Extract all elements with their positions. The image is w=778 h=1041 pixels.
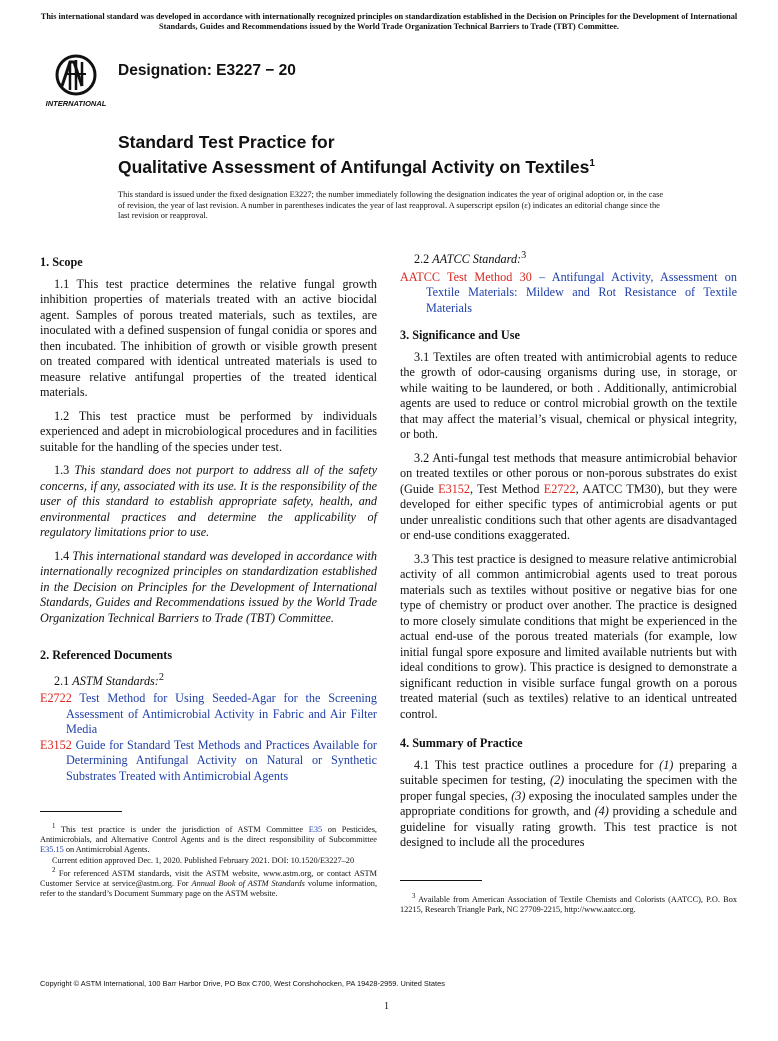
paragraph-1-4: 1.4 This international standard was developed in accordance with internationally recognized principles on standardization established in the Decision on Principles for the Development of International Standards, Guides and Recommendations issued by the World Trade Organization Technical Barriers to Trade (TBT) Committee.	[40, 548, 377, 625]
copyright-line: Copyright © ASTM International, 100 Barr Harbor Drive, PO Box C700, West Conshohocken, PA 19428-2959. United States	[40, 979, 445, 988]
paragraph-1-1: 1.1 This test practice determines the relative fungal growth inhibition properties of materials treated with an active biocidal agent. Samples of porous treated materials, such as textiles, are inoculated with a defined suspension of fungal conidia or spores and then incubated. The inhibition of growth or visible growth present on treated compared with identical untreated materials is used to measure relative antifungal properties of the treated identical materials.	[40, 276, 377, 399]
footnotes-left	[40, 822, 377, 900]
section-4-heading: 4. Summary of Practice	[400, 736, 523, 751]
section-1-heading: 1. Scope	[40, 255, 83, 269]
footnote-rule-right	[400, 880, 482, 881]
designation: Designation: E3227 − 20	[118, 62, 296, 79]
svg-text:INTERNATIONAL: INTERNATIONAL	[45, 99, 107, 108]
footnote-rule-left	[40, 811, 122, 812]
paragraph-2-1: 2.1 ASTM Standards:$^2$	[54, 671, 164, 688]
title-footnote-marker: 1	[589, 158, 595, 169]
document-title	[118, 132, 595, 178]
astm-international-logo-icon	[40, 52, 112, 110]
astm-logo	[40, 52, 112, 110]
paragraph-4-1: 4.1 This test practice outlines a procedure for (1) preparing a suitable specimen for testing, (2) inoculating the specimen with the proper fungal species, (3) exposing the inoculated samples under the appropriate conditions for growth, and (4) providing a schedule and guideline for visually rating growth. This test practice is not designed to include all the procedures	[400, 757, 738, 850]
reference-link-aatcc-30[interactable]: AATCC Test Method 30	[400, 269, 532, 284]
paragraph-2-2: 2.2 AATCC Standard:$^3$	[414, 250, 527, 267]
paragraph-3-1: 3.1 Textiles are often treated with antimicrobial agents to reduce the growth of odor-causing organisms during use, in storage, or while waiting to be laundered, or both . Additionally, antimicrobial agents are used to reduce or control microbial growth on the textile that may affect the material’s visual, chemical or physical integrity, or both.	[400, 349, 737, 442]
paragraph-3-3: 3.3 This test practice is designed to measure relative antimicrobial activity of all common antimicrobial agents used to treat porous materials such as textiles without positive or negative bias for one type of chemistry or product over another. The practice is designed to more closely simulate conditions that might be experienced in the actual end-use of the porous treated materials (for example, low initial fungal spore exposure and limited available nutrients but with ideal conditions to grow). This practice is designed to demonstrate a significant reduction in visible surface fungal growth on a porous treated material (such as textiles) relative to an identical untreated control.	[400, 551, 737, 721]
footnote-1-edition: Current edition approved Dec. 1, 2020. Published February 2021. DOI: 10.1520/E3227–20	[52, 855, 355, 865]
title-line-1: Standard Test Practice for	[118, 132, 335, 152]
paragraph-3-2: 3.2 Anti-fungal test methods that measure antimicrobial behavior on treated textiles or other porous or non-porous substrates do exist (Guide E3152, Test Method E2722, AATCC TM30), but they were developed for either specific types of antimicrobial agents or put under unrealistic conditions such that other agents are disadvantaged or end-use conditions exaggerated.	[400, 450, 738, 543]
reference-aatcc-tm30	[400, 270, 737, 317]
title-line-2: Qualitative Assessment of Antifungal Activity on Textiles$^1$	[118, 156, 595, 177]
section-2-heading: 2. Referenced Documents	[40, 648, 173, 662]
footnote-2: $^2$ For referenced ASTM standards, visit the ASTM website, www.astm.org, or contact ASTM Customer Service at service@astm.org. For Annual Book of ASTM Standards volume information, refer to the standard’s Document Summary page on the ASTM website.	[40, 866, 378, 899]
left-column	[40, 255, 377, 784]
reference-title-e3152[interactable]: Guide for Standard Test Methods and Practices Available for Determining Antifungal Activity on Natural or Synthetic Substrates Treated with Antimicrobial Agents	[66, 737, 377, 783]
tbt-notice: This international standard was developed in accordance with internationally recognized principles on standardization established in the Decision on Principles for the Development of International Standards, Guides and Recommendations issued by the World Trade Organization Technical Barriers to Trade (TBT) Committee.	[40, 12, 738, 31]
reference-e3152	[40, 738, 377, 785]
reference-e2722	[40, 691, 377, 738]
page-number: 1	[384, 1001, 389, 1012]
footnote-3: $^3$ Available from American Association of Textile Chemists and Colorists (AATCC), P.O. Box 12215, Research Triangle Park, NC 27709-2215, http://www.aatcc.org.	[400, 893, 737, 915]
reference-title-aatcc-30[interactable]: – Antifungal Activity, Assessment on Textile Materials: Mildew and Rot Resistance of Textile Materials	[426, 269, 737, 315]
inline-link-e3152[interactable]: E3152	[438, 481, 470, 496]
committee-link-e35[interactable]: E35	[308, 824, 323, 834]
reference-title-e2722[interactable]: Test Method for Using Seeded-Agar for the Screening Assessment of Antimicrobial Activity in Fabric and Air Filter Media	[66, 691, 377, 737]
paragraph-1-2: 1.2 This test practice must be performed by individuals experienced and adept in microbiological procedures and in facilities suitable for the handling of the species under test.	[40, 408, 377, 454]
footnote-1: $^1$ This test practice is under the jurisdiction of ASTM Committee E35 on Pesticides, Antimicrobials, and Alternative Control Agents and is the direct responsibility of Subcommittee E35.15 on Antimicrobial Agents.	[40, 823, 378, 855]
right-column	[400, 248, 737, 859]
footnotes-right	[400, 892, 737, 915]
issuance-note: This standard is issued under the fixed designation E3227; the number immediately following the designation indicates the year of original adoption or, in the case of revision, the year of last revision. A number in parentheses indicates the year of last reapproval. A superscript epsilon (ε) indicates an editorial change since the last revision or reapproval.	[118, 190, 664, 220]
reference-link-e3152[interactable]: E3152	[40, 737, 72, 752]
reference-link-e2722[interactable]: E2722	[40, 691, 72, 706]
paragraph-1-3: 1.3 This standard does not purport to address all of the safety concerns, if any, associated with its use. It is the responsibility of the user of this standard to establish appropriate safety, health, and environmental practices and determine the applicability of regulatory limitations prior to use.	[40, 463, 377, 539]
inline-link-e2722[interactable]: E2722	[543, 481, 576, 496]
section-3-heading: 3. Significance and Use	[400, 328, 520, 343]
subcommittee-link-e35-15[interactable]: E35.15	[40, 845, 64, 855]
